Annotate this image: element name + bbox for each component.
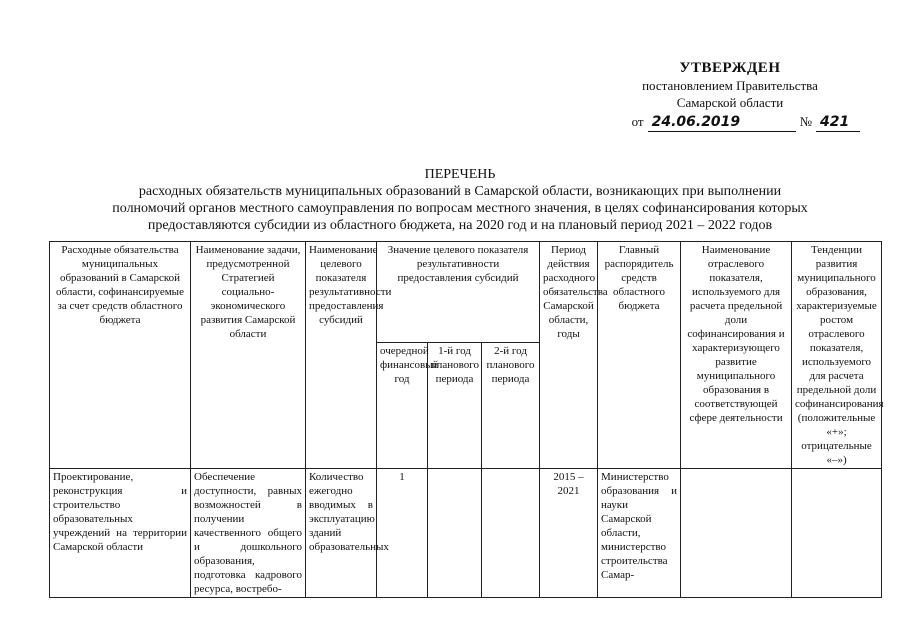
header-plan-year-2: 2-й год планового периода <box>482 343 540 469</box>
header-trends: Тенденции развития муниципального образования, характеризуемые ростом отраслевого показателя, используемого для расчета предельной доли софинансирования (положительные «+»; отрицательные «–») <box>792 242 882 469</box>
header-obligations: Расходные обязательства муниципальных образований в Самарской области, софинансируемые за счет средств областного бюджета <box>50 242 191 469</box>
cell-indicator: Количество ежегодно вводимых в эксплуатацию зданий образовательных <box>306 469 377 598</box>
cell-sector-indicator <box>681 469 792 598</box>
approval-line-1: постановлением Правительства <box>642 78 818 93</box>
heading-line-3: предоставляются субсидии из областного бюджета, на 2020 год и на плановый период 2021 – 2022 годов <box>147 218 773 233</box>
cell-manager: Министерство образования и науки Самарской области, министерство строительства Самар- <box>598 469 681 598</box>
number-prefix: № <box>799 114 812 129</box>
header-plan-year-1: 1-й год планового периода <box>428 343 482 469</box>
header-indicator: Наименование целевого показателя результативности предоставления субсидий <box>306 242 377 469</box>
document-heading <box>60 166 860 234</box>
table-row <box>50 469 882 598</box>
handwritten-date: 24.06.2019 <box>648 114 796 132</box>
cell-trends <box>792 469 882 598</box>
table-header-row <box>50 242 882 343</box>
approval-title: УТВЕРЖДЕН <box>679 60 781 76</box>
cell-plan-year-2-value <box>482 469 540 598</box>
header-period: Период действия расходного обязательства Самарской области, годы <box>540 242 598 469</box>
heading-line-1: расходных обязательств муниципальных образований в Самарской области, возникающих при выполнении <box>138 184 782 199</box>
header-current-year: очередной финансовый год <box>377 343 428 469</box>
heading-title: ПЕРЕЧЕНЬ <box>424 167 496 182</box>
obligations-table <box>49 241 882 598</box>
approval-block <box>600 60 860 132</box>
approval-date-number <box>600 113 860 132</box>
approval-line-2: Самарской области <box>676 95 784 110</box>
date-prefix: от <box>631 114 644 129</box>
heading-line-2: полномочий органов местного самоуправления по вопросам местного значения, в целях софинансирования которых <box>112 201 808 216</box>
cell-obligation: Проектирование, реконструкция и строительство образовательных учреждений на территории Самарской области <box>50 469 191 598</box>
cell-period: 2015 – 2021 <box>540 469 598 598</box>
cell-task: Обеспечение доступности, равных возможностей в получении качественного общего и дошкольного образования, подготовка кадрового ресурса, востребо- <box>191 469 306 598</box>
header-sector-indicator: Наименование отраслевого показателя, используемого для расчета предельной доли софинансирования и характеризующего развитие муниципального образования в соответствующей сфере деятельности <box>681 242 792 469</box>
header-manager: Главный распорядитель средств областного бюджета <box>598 242 681 469</box>
header-indicator-values: Значение целевого показателя результативности предоставления субсидий <box>377 242 540 343</box>
handwritten-number: 421 <box>816 114 860 132</box>
cell-plan-year-1-value <box>428 469 482 598</box>
cell-current-year-value: 1 <box>377 469 428 598</box>
header-task: Наименование задачи, предусмотренной Стратегией социально-экономического развития Самарской области <box>191 242 306 469</box>
